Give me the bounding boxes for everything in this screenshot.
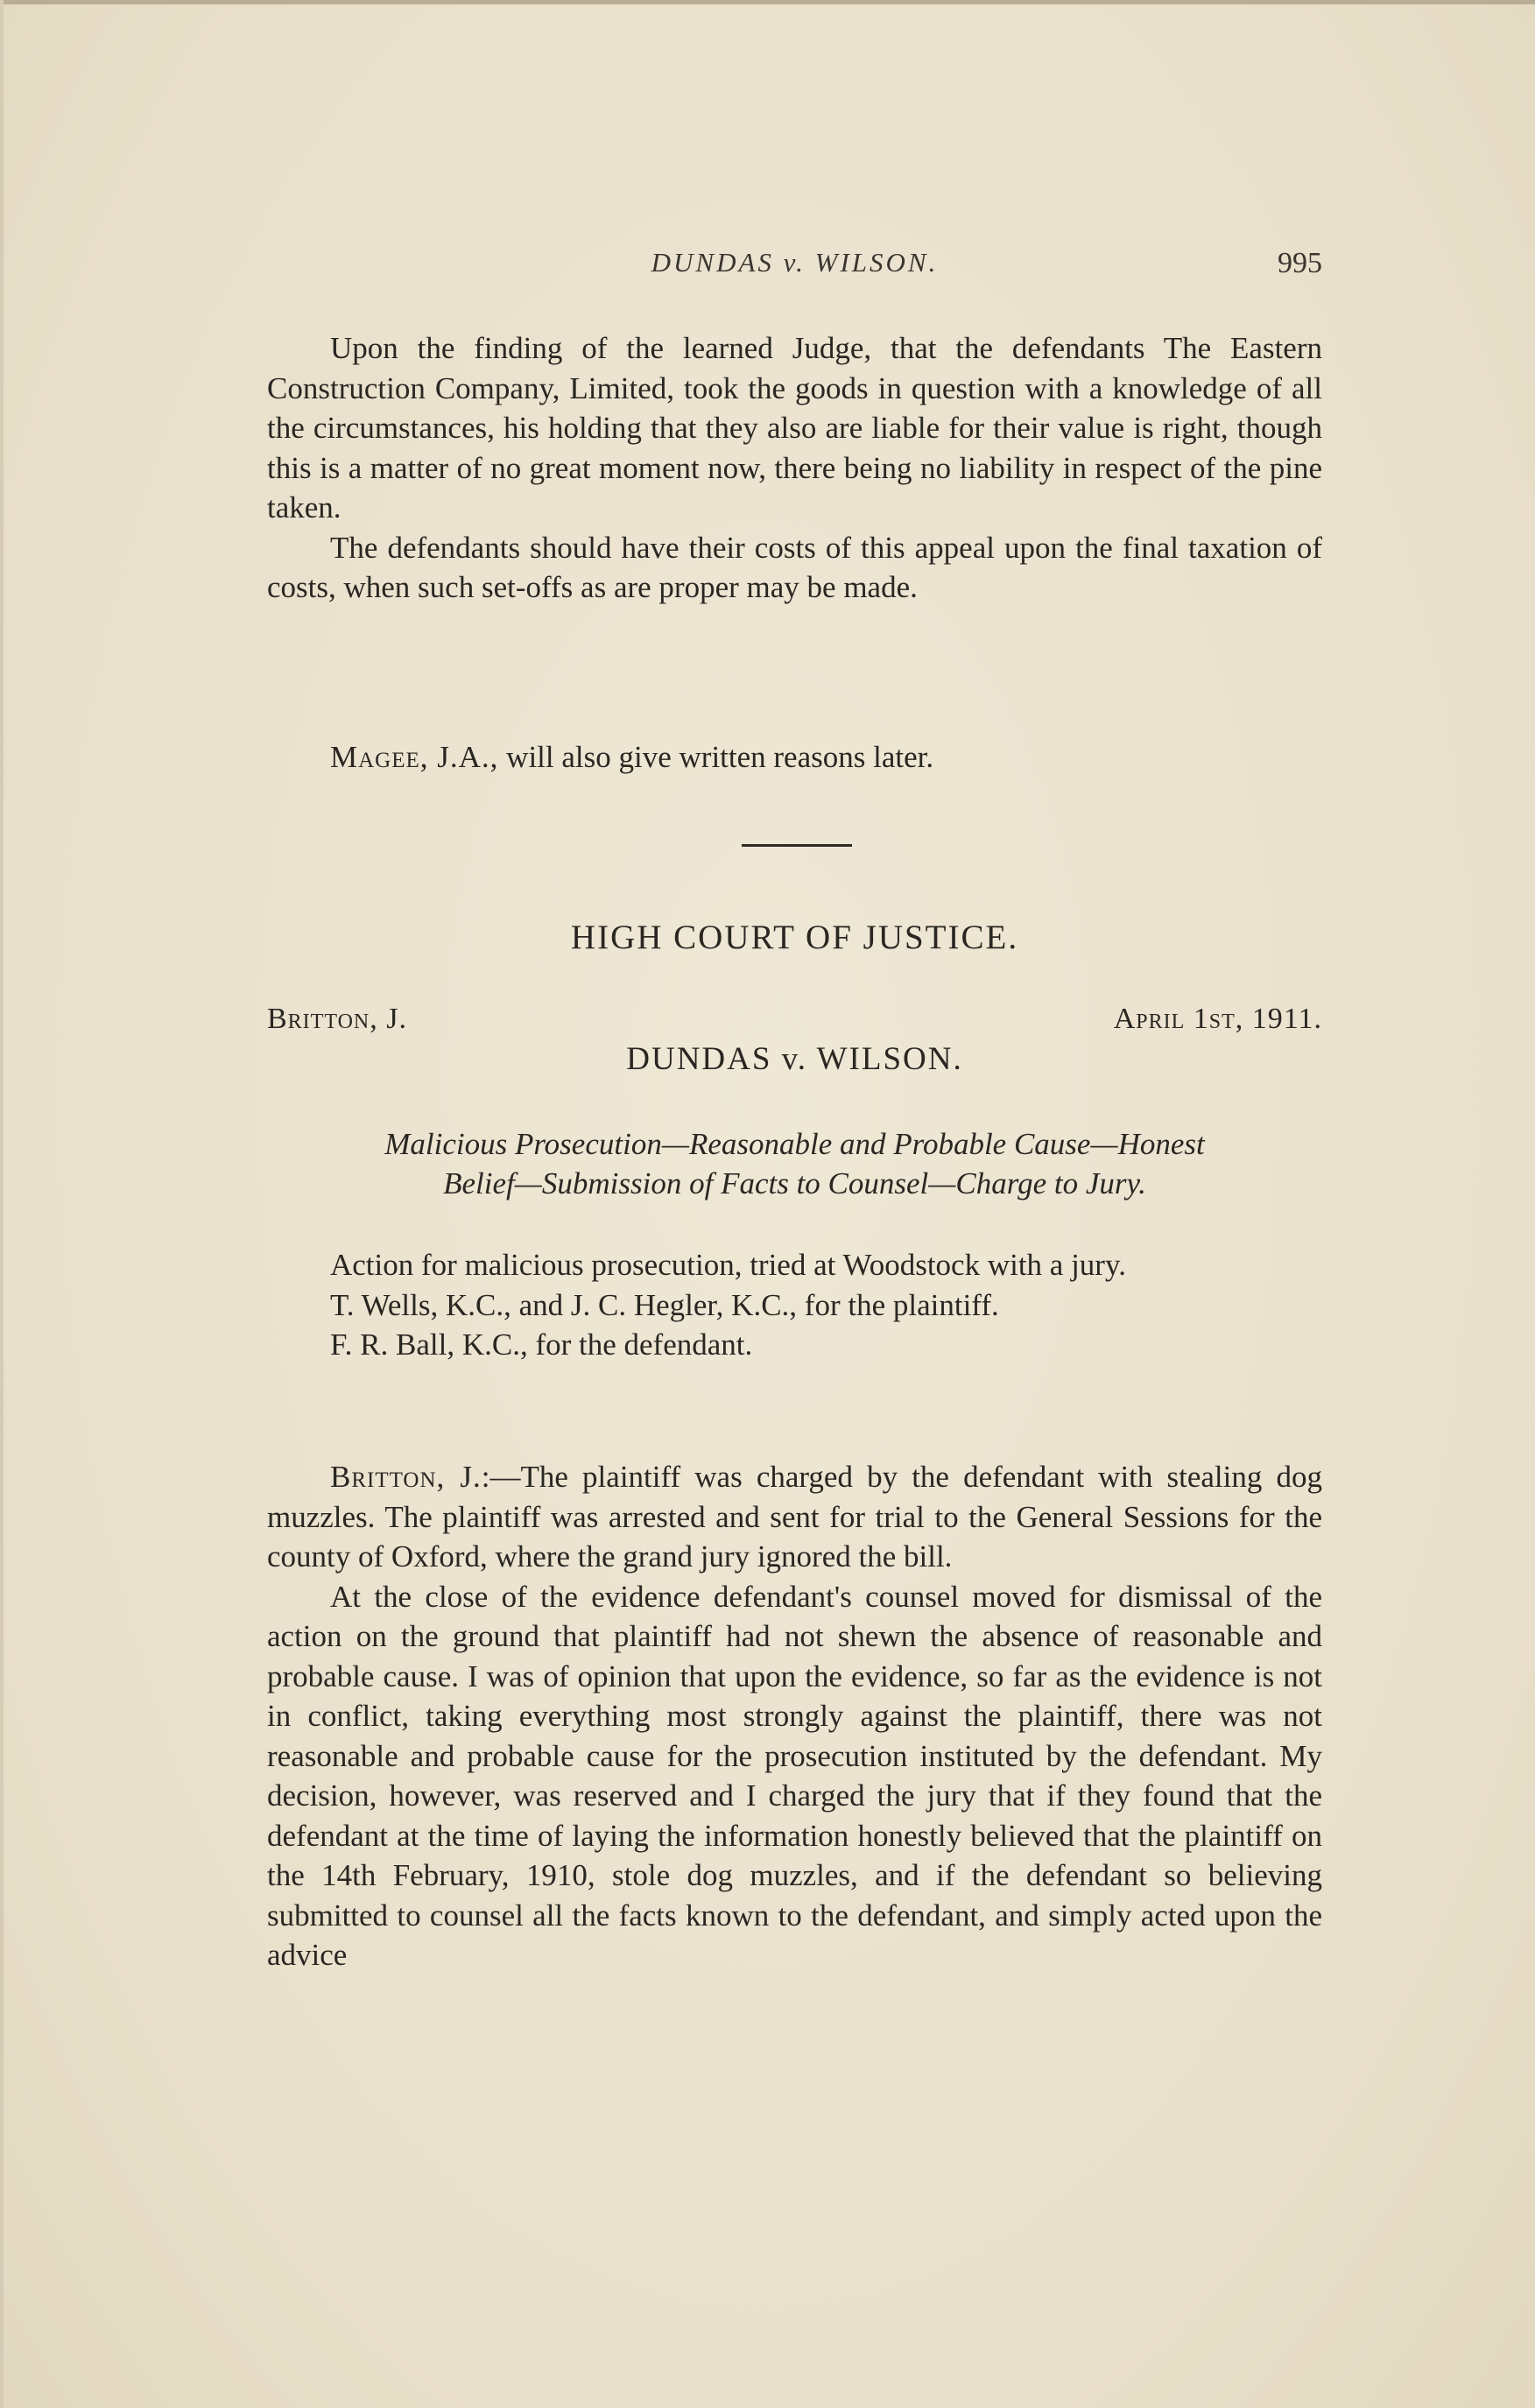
judgment-paragraph-1: :—The plaintiff was charged by the defendant with stealing dog muzzles. The plaintiff was arrested and sent for trial to the General Sessions for the county of Oxford, where the grand jury ignored the bill. — [267, 1460, 1322, 1574]
running-header — [267, 247, 1322, 285]
headnote-line-1: Malicious Prosecution—Reasonable and Probable Cause—Honest — [384, 1127, 1205, 1161]
case-title: DUNDAS v. WILSON. — [626, 1041, 963, 1077]
judge-name: Britton, J. — [267, 1003, 407, 1035]
decision-date: April 1st, 1911. — [1113, 1003, 1322, 1035]
magee-note — [267, 737, 1322, 778]
judge-name-magee: Magee, J.A., — [330, 740, 499, 774]
judgment-text — [267, 1457, 1322, 1975]
headnote-line-2: Belief—Submission of Facts to Counsel—Charge to Jury. — [443, 1166, 1146, 1200]
counsel-plaintiff: T. Wells, K.C., and J. C. Hegler, K.C., for the plaintiff. — [330, 1287, 999, 1322]
action-description: Action for malicious prosecution, tried at Woodstock with a jury. — [330, 1248, 1126, 1282]
magee-text: will also give written reasons later. — [498, 740, 934, 774]
judgment-paragraph-2: At the close of the evidence defendant's counsel moved for dismissal of the action on the ground that plaintiff had not shewn the absence of reasonable and probable cause. I was of opinion that upon the evidence, so far as the evidence is not in conflict, taking everything most strongly against the plaintiff, there was not reasonable and probable cause for the prosecution instituted by the defendant. My decision, however, was reserved and I charged the jury that if they found that the defendant at the time of laying the information honestly believed that the plaintiff on the 14th February, 1910, stole dog muzzles, and if the defendant so believing submitted to counsel all the facts known to the defendant, and simply acted upon the advice — [267, 1579, 1322, 1972]
paragraph-holding: Upon the finding of the learned Judge, that the defendants The Eastern Construction Company, Limited, took the goods in question with a knowledge of all the circumstances, his holding that they also are liable for their value is right, though this is a matter of no great moment now, there being no liability in respect of the pine taken. — [267, 331, 1322, 525]
paragraph-costs: The defendants should have their costs of this appeal upon the final taxation of costs, when such set-offs as are proper may be made. — [267, 530, 1322, 604]
judgment-judge-name: Britton, J. — [330, 1460, 482, 1494]
section-divider — [742, 844, 852, 847]
top-paragraphs — [267, 328, 1322, 608]
page-left-edge — [0, 0, 4, 2408]
page-number: 995 — [1278, 247, 1322, 279]
action-and-counsel — [267, 1245, 1322, 1365]
court-heading: HIGH COURT OF JUSTICE. — [570, 919, 1019, 956]
counsel-defendant: F. R. Ball, K.C., for the defendant. — [330, 1327, 753, 1362]
headnote — [267, 1124, 1322, 1203]
running-title: DUNDAS v. WILSON. — [651, 247, 939, 278]
page-top-edge — [0, 0, 1535, 4]
